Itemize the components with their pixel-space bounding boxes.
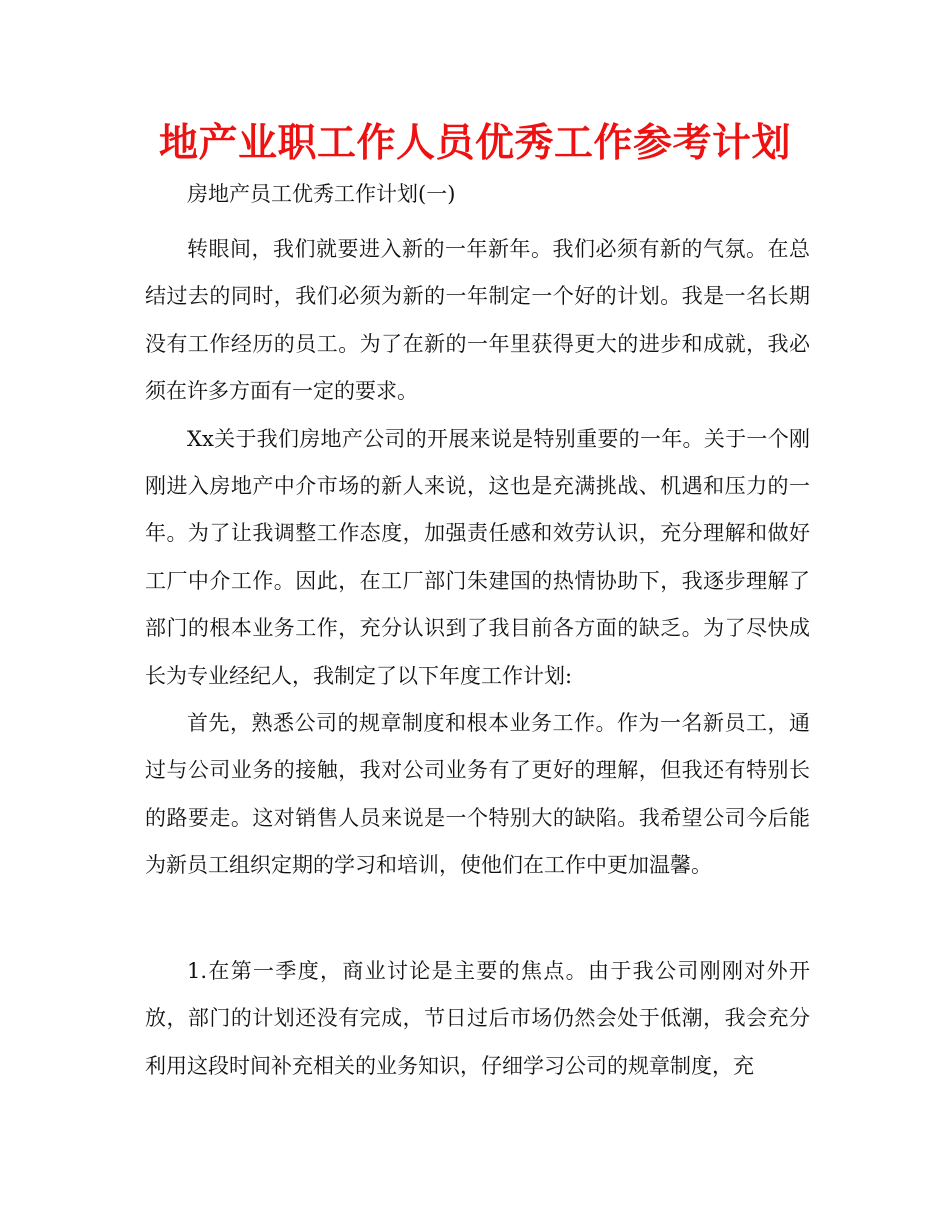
document-title: 地产业职工作人员优秀工作参考计划	[158, 121, 791, 166]
paragraph-3: 首先，熟悉公司的规章制度和根本业务工作。作为一名新员工，通过与公司业务的接触，我对公司业务有了更好的理解，但我还有特别长的路要走。这对销售人员来说是一个特别大的缺陷。我希望公司今后能为新员工组织定期的学习和培训，使他们在工作中更加温馨。	[145, 711, 810, 878]
paragraph-1: 转眼间，我们就要进入新的一年新年。我们必须有新的气氛。在总结过去的同时，我们必须为新的一年制定一个好的计划。我是一名长期没有工作经历的员工。为了在新的一年里获得更大的进步和成就，我必须在许多方面有一定的要求。	[145, 237, 810, 404]
paragraph-2: Xx关于我们房地产公司的开展来说是特别重要的一年。关于一个刚刚进入房地产中介市场的新人来说，这也是充满挑战、机遇和压力的一年。为了让我调整工作态度，加强责任感和效劳认识，充分理解和做好工厂中介工作。因此，在工厂部门朱建国的热情协助下，我逐步理解了部门的根本业务工作，充分认识到了我目前各方面的缺乏。为了尽快成长为专业经纪人，我制定了以下年度工作计划:	[145, 426, 810, 688]
document-subtitle: 房地产员工优秀工作计划(一)	[187, 182, 456, 206]
document-body	[145, 174, 810, 1090]
paragraph-spacer	[145, 890, 810, 948]
paragraph-4: 1.在第一季度，商业讨论是主要的焦点。由于我公司刚刚对外开放，部门的计划还没有完成，节日过后市场仍然会处于低潮，我会充分利用这段时间补充相关的业务知识，仔细学习公司的规章制度，充	[145, 958, 810, 1078]
